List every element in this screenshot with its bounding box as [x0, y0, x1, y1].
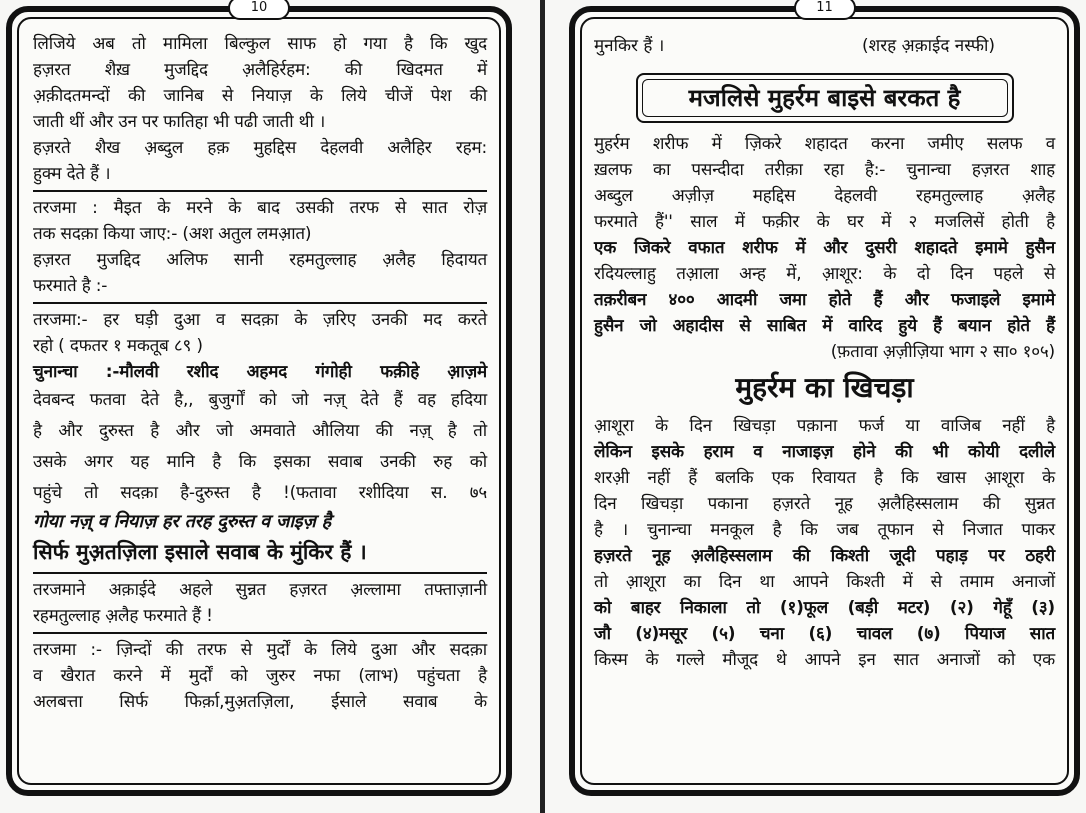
title-box [636, 73, 1014, 123]
text-line: आ़शूरा के दिन खिचड़ा पक़ाना फर्ज या वाजिब नहीं है [594, 416, 1055, 436]
left-page-frame [17, 17, 501, 785]
text-line: तरजमा :- ज़िन्दों की तरफ से मुर्दों के लिये दुआ और सदक़ा [33, 640, 487, 660]
page-number-right: 11 [794, 0, 856, 20]
text-line: लिजिये अब तो मामिला बिल्कुल साफ हो गया है कि खुद [33, 34, 487, 54]
section-heading: मुहर्रम का खिचड़ा [735, 371, 914, 404]
text-line: तक़रीबन ४०० आदमी जमा होते हैं और फजाइले इमामे [594, 290, 1055, 310]
left-page-text [33, 31, 487, 715]
text-line: दिन खिचड़ा पकाना हज़रते नूह अ़लैहिस्सलाम की सुन्नत [594, 494, 1055, 514]
text-line: किस्म के गल्ले मौजूद थे आपने इन सात अनाजों को एक [594, 650, 1055, 670]
text-line: ख़लफ का पसन्दीदा तरीक़ा रहा है:- चुनान्चा हज़रत शाह [594, 160, 1055, 180]
text-line: रहमतुल्लाह अ़लैह फरमाते हैं ! [33, 606, 213, 626]
text-line: तरजमा:- हर घड़ी दुआ व सदक़ा के ज़रिए उनकी मद करते [33, 310, 487, 330]
text-line: व खैरात करने में मुर्दों को जुरुर नफा (लाभ) पहुंचता है [33, 666, 487, 686]
text-line: फरमाते हैं'' साल में फक़ीर के घर में २ मजलिसें होती है [594, 212, 1055, 232]
text-line: शरअ़ी नहीं हैं बलकि एक रिवायत है कि खास आ़शूरा के [594, 468, 1055, 488]
text-line: जौ (४)मसूर (५) चना (६) चावल (७) पियाज सात [594, 624, 1055, 644]
divider [33, 190, 487, 192]
text-line: हज़रत मुजद्दिद अलिफ सानी रहमतुल्लाह अ़लैह हिदायत [33, 250, 487, 270]
right-page-text [594, 33, 1055, 673]
text-line: चुनान्चा :-मौलवी रशीद अहमद गंगोही फक़ीहे आ़ज़मे [33, 362, 487, 382]
continuation-text: मुनकिर हैं । [594, 36, 665, 56]
text-line: अब्दुल अज़ीज़ महद्दिस देहलवी रहमतुल्लाह अ़लैह [594, 186, 1055, 206]
text-line: हुसैन जो अहादीस से साबित में वारिद हुये हैं बयान होते हैं [594, 316, 1055, 336]
divider [33, 572, 487, 574]
text-line: हज़रते शैख अ़ब्दुल हक़ मुहद्दिस देहलवी अलैहिर रहम: [33, 138, 487, 158]
text-line: फरमाते है :- [33, 276, 108, 296]
continuation-row [594, 33, 1055, 59]
text-line: है । चुनान्चा मनकूल है कि जब तूफान से निजात पाकर [594, 520, 1055, 540]
text-line: उसके अगर यह मानि है कि इसका सवाब उनकी रुह को [33, 452, 487, 472]
left-page [6, 0, 512, 796]
text-line: जाती थीं और उन पर फातिहा भी पढी जाती थी । [33, 112, 326, 132]
text-line: हज़रत शैख़ मुजद्दिद अ़लैहिर्रहम: की खिदमत में [33, 60, 487, 80]
text-line: अलबत्ता सिर्फ फिर्क़ा,मुअ़तज़िला, ईसाले सवाब के [33, 692, 487, 712]
section-title: मजलिसे मुहर्रम बाइसे बरकत है [688, 84, 961, 112]
divider [33, 632, 487, 634]
citation: (शरह अ़क़ाईद नस्फी) [862, 36, 995, 56]
text-line: लेकिन इसके हराम व नाजाइज़ होने की भी कोयी दलीले [594, 442, 1055, 462]
text-line: हज़रते नूह अ़लैहिस्सलाम की किश्ती जूदी पहाड़ पर ठहरी [594, 546, 1055, 566]
text-line: रहो ( दफतर १ मकतूब ८९ ) [33, 336, 203, 356]
right-page-frame [580, 17, 1069, 785]
text-line: अ़क़ीदतमन्दों की जानिब से नियाज़ के लिये चीजें पेश की [33, 86, 487, 106]
text-line: हुक्म देते हैं । [33, 164, 111, 184]
page-number-left: 10 [228, 0, 290, 20]
divider [33, 302, 487, 304]
right-page [569, 0, 1080, 796]
text-line: एक जिकरे वफात शरीफ में और दुसरी शहादते इमामे हुसैन [594, 238, 1055, 258]
text-line: है और दुरुस्त है और जो अमवाते औलिया की नज़् है तो [33, 421, 487, 441]
text-line: पहुंचे तो सदक़ा है-दुरुस्त है !(फतावा रशीदिया स. ७५ [33, 483, 487, 503]
section-heading: सिर्फ मुअ़तज़िला इसाले सवाब के मुंकिर हैं । [33, 540, 367, 564]
text-line: गोया नज़् व नियाज़ हर तरह दुरुस्त व जाइज़ है [33, 511, 332, 532]
text-line: तरजमाने अक़ाईदे अहले सुन्नत हज़रत अ़ल्लामा तफ्ताज़ानी [33, 580, 487, 600]
text-line: तरजमा : मैइत के मरने के बाद उसकी तरफ से सात रोज़ [33, 198, 487, 218]
text-line: को बाहर निकाला तो (१)फूल (बड़ी मटर) (२) गेहूँ (३) [594, 598, 1055, 618]
text-line: तो आ़शूरा का दिन था आपने किश्ती में से तमाम अनाजों [594, 572, 1055, 592]
citation: (फ़तावा अ़ज़ीज़िया भाग २ सा० १०५) [830, 342, 1055, 362]
text-line: तक सदक़ा किया जाए:- (अश अतुल लमआ़त) [33, 224, 312, 244]
text-line: मुहर्रम शरीफ में ज़िकरे शहादत करना जमीए सलफ व [594, 134, 1055, 154]
book-spine [540, 0, 545, 813]
text-line: रदियल्लाहु तआ़ला अन्ह में, आ़शूर: के दो दिन पहले से [594, 264, 1055, 284]
text-line: देवबन्द फतवा देते है,, बुजुर्गों को जो नज़् देते हैं वह हदिया [33, 390, 487, 410]
